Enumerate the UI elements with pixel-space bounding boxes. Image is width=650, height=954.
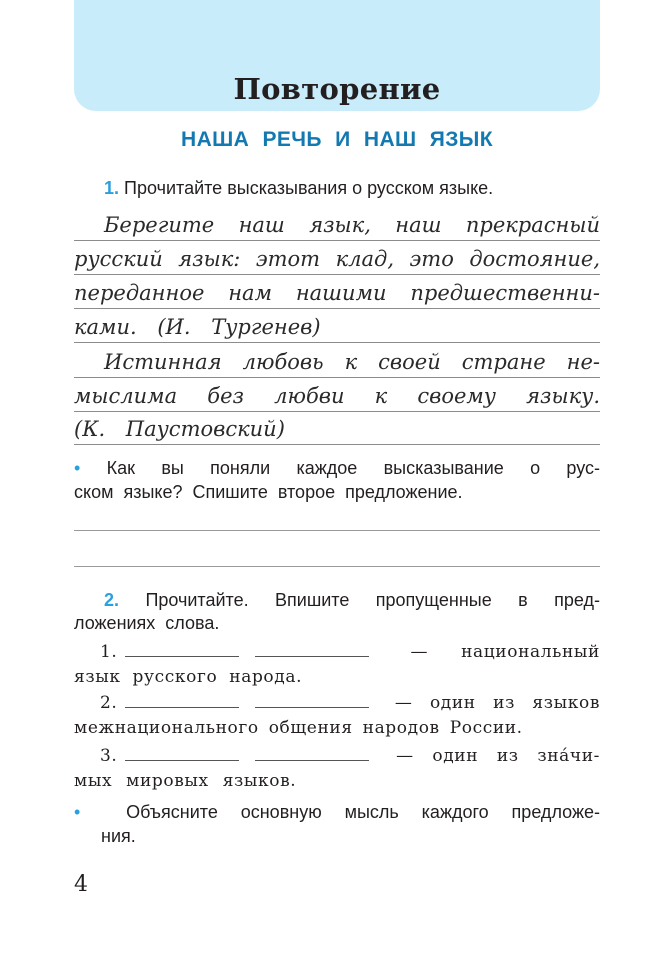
- task1-instruction-text: Прочитайте высказывания о русском языке.: [124, 178, 494, 198]
- sentence-2: [74, 692, 600, 714]
- item-text: — один из языков: [394, 693, 600, 713]
- sentence-1-cont: язык русского народа.: [74, 667, 303, 687]
- task2-question-line1: [74, 801, 600, 823]
- task1-question-line2: ском языке? Спишите второе предложение.: [74, 482, 463, 502]
- handwritten-line: [74, 377, 600, 412]
- task1-question-line1: [74, 457, 600, 479]
- sentence-3: [74, 745, 600, 767]
- page-number: 4: [74, 872, 88, 897]
- task1-instruction: [74, 177, 600, 199]
- task2-instruction-text: Прочитайте. Впишите пропущенные в пред-: [145, 590, 600, 610]
- handwritten-line: [74, 206, 600, 241]
- task2-instruction-line1: [74, 589, 600, 611]
- handwritten-text: Берегите наш язык, наш прекрасный: [104, 213, 600, 237]
- handwritten-text: переданное нам нашими предшественни-: [74, 281, 600, 305]
- question-text: Как вы поняли каждое высказывание о рус-: [106, 458, 600, 478]
- blank-field[interactable]: [125, 693, 239, 708]
- task2-number: 2.: [104, 590, 120, 610]
- blank-field[interactable]: [255, 642, 369, 657]
- item-text: — один из зна́чи-: [396, 746, 600, 766]
- question-text: Объясните основную мысль каждого предложе-: [126, 802, 600, 822]
- item-number: 1.: [100, 642, 118, 662]
- handwritten-text: (К. Паустовский): [74, 417, 285, 441]
- sentence-3-cont: мых мировых языков.: [74, 771, 297, 791]
- header-banner: [74, 0, 600, 111]
- handwritten-line: [74, 343, 600, 378]
- handwritten-text: русский язык: этот клад, это достояние,: [74, 247, 600, 271]
- handwritten-line: [74, 240, 600, 275]
- bullet-icon: •: [74, 458, 81, 478]
- item-number: 3.: [100, 746, 118, 766]
- blank-field[interactable]: [125, 642, 239, 657]
- answer-line[interactable]: [74, 530, 600, 531]
- task2-question-line2: ния.: [101, 826, 136, 846]
- page-title: Повторение: [233, 72, 441, 106]
- sentence-1: [74, 641, 600, 663]
- handwritten-line: [74, 308, 600, 343]
- handwritten-line: [74, 274, 600, 309]
- blank-field[interactable]: [125, 746, 239, 761]
- bullet-icon: •: [74, 802, 81, 822]
- task1-number: 1.: [104, 178, 120, 198]
- sentence-2-cont: межнационального общения народов России.: [74, 718, 523, 738]
- item-number: 2.: [100, 693, 118, 713]
- answer-line[interactable]: [74, 566, 600, 567]
- item-text: — национальный: [410, 642, 600, 662]
- section-title: НАША РЕЧЬ И НАШ ЯЗЫК: [181, 128, 493, 151]
- task2-instruction-line2: ложениях слова.: [74, 613, 220, 633]
- handwritten-text: Истинная любовь к своей стране не-: [104, 350, 600, 374]
- handwritten-line: [74, 410, 600, 445]
- handwritten-text: мыслима без любви к своему языку.: [74, 384, 600, 408]
- blank-field[interactable]: [255, 746, 369, 761]
- handwritten-text: ками. (И. Тургенев): [74, 315, 321, 339]
- blank-field[interactable]: [255, 693, 369, 708]
